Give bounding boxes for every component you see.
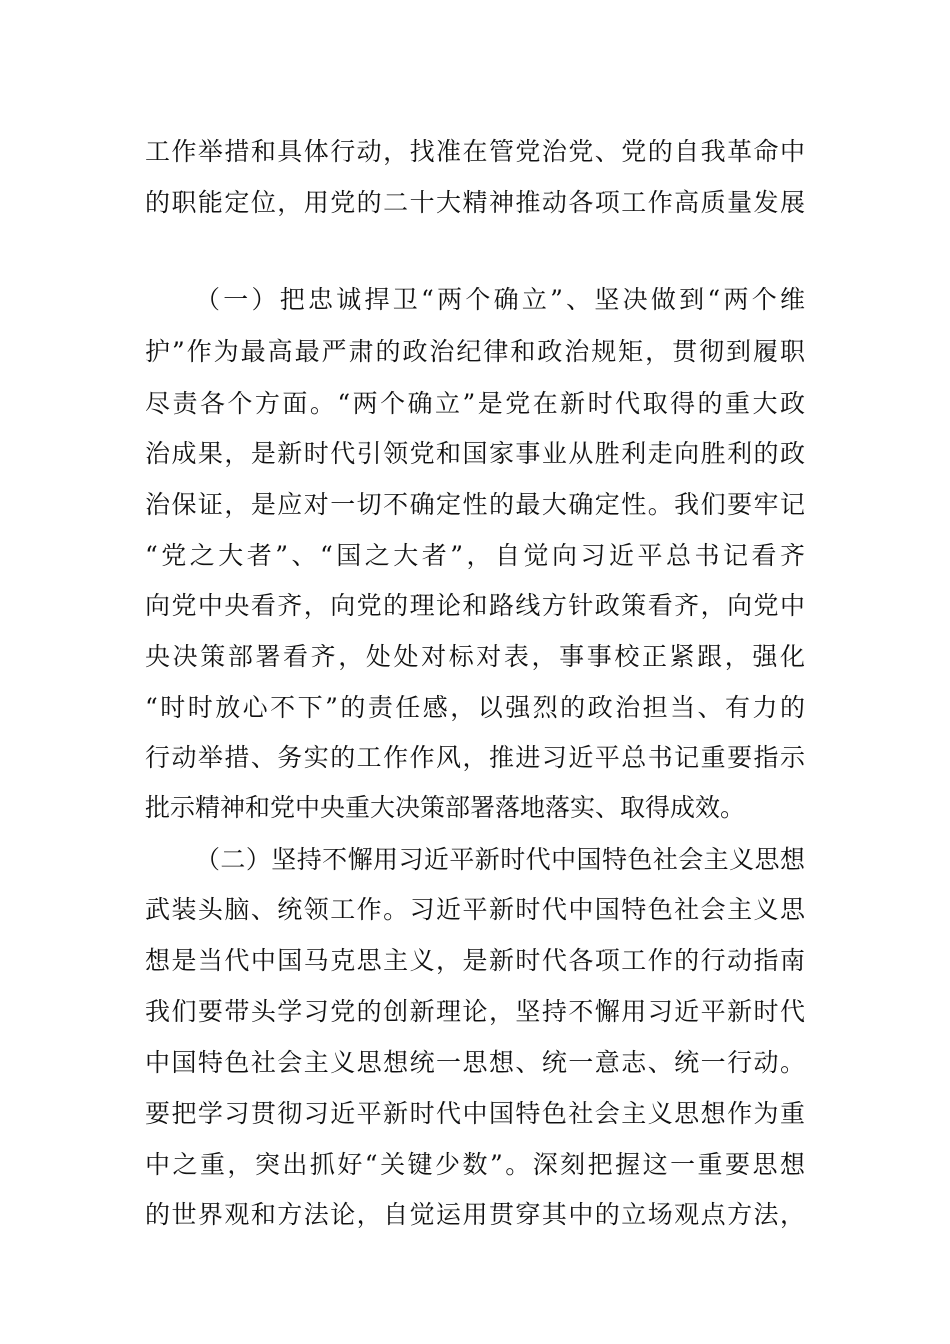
section-2-line: 的世界观和方法论，自觉运用贯穿其中的立场观点方法， <box>145 1200 805 1229</box>
section-2-line: 我们要带头学习党的创新理论，坚持不懈用习近平新时代 <box>145 997 805 1026</box>
section-2-heading-line: （二）坚持不懈用习近平新时代中国特色社会主义思想 <box>195 845 805 874</box>
section-2-line: 武装头脑、统领工作。习近平新时代中国特色社会主义思 <box>145 895 805 924</box>
section-1-line: 批示精神和党中央重大决策部署落地落实、取得成效。 <box>145 793 746 822</box>
section-2-line: 想是当代中国马克思主义，是新时代各项工作的行动指南 <box>145 946 805 975</box>
section-1-line: 护”作为最高最严肃的政治纪律和政治规矩，贯彻到履职 <box>145 337 805 366</box>
section-1-line: “党之大者”、“国之大者”，自觉向习近平总书记看齐 <box>145 541 805 570</box>
section-1-line: 尽责各个方面。“两个确立”是党在新时代取得的重大政 <box>145 389 805 418</box>
section-1-line: 治成果，是新时代引领党和国家事业从胜利走向胜利的政 <box>145 439 805 468</box>
section-1-line: 向党中央看齐，向党的理论和路线方针政策看齐，向党中 <box>145 591 805 620</box>
section-1-line: 央决策部署看齐，处处对标对表，事事校正紧跟，强化 <box>145 642 805 671</box>
section-2-line: 中之重，突出抓好“关键少数”。深刻把握这一重要思想 <box>145 1150 805 1179</box>
section-1-line: “时时放心不下”的责任感，以强烈的政治担当、有力的 <box>145 693 805 722</box>
intro-line: 工作举措和具体行动，找准在管党治党、党的自我革命中 <box>145 137 805 166</box>
section-1-line: 行动举措、务实的工作作风，推进习近平总书记重要指示 <box>145 743 805 772</box>
section-2-line: 中国特色社会主义思想统一思想、统一意志、统一行动。 <box>145 1048 805 1077</box>
intro-line: 的职能定位，用党的二十大精神推动各项工作高质量发展 <box>145 188 805 217</box>
section-2-line: 要把学习贯彻习近平新时代中国特色社会主义思想作为重 <box>145 1099 805 1128</box>
section-1-heading-line: （一）把忠诚捍卫“两个确立”、坚决做到“两个维 <box>195 285 805 314</box>
section-1-line: 治保证，是应对一切不确定性的最大确定性。我们要牢记 <box>145 490 805 519</box>
